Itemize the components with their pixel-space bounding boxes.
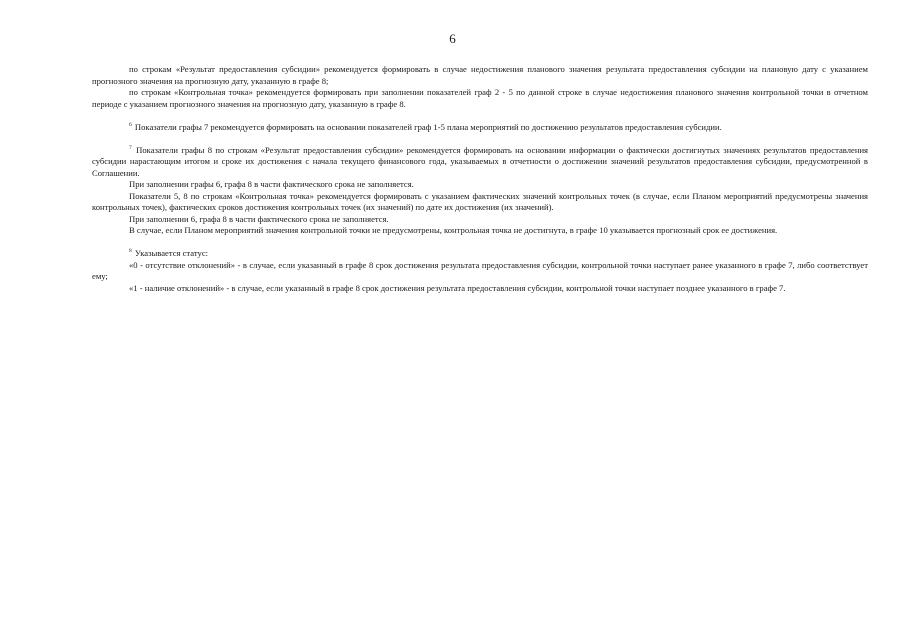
footnote-8-text: Указывается статус:	[134, 248, 209, 258]
footnote-7-text: Показатели графы 8 по строкам «Результат предоставления субсидии» рекомендуется формировать на основании информации о фактически достигнутых значениях результатов предоставления субсидии нарастающим итогом и сроке их достижения с начала текущего финансового года, указываемых в отчетности о достижении значений результатов предоставления субсидии, предусмотренной в Соглашении.	[92, 144, 868, 178]
paragraph-control-point: по строкам «Контрольная точка» рекомендуется формировать при заполнении показателей граф 2 - 5 по данной строке в случае недостижения планового значения контрольной точки в отчетном периоде с указанием прогнозного значения на прогнозную дату, указанную в графе 8.	[92, 87, 868, 109]
footnote-7	[92, 145, 868, 180]
page-number: 6	[449, 31, 456, 46]
status-one-description: «1 - наличие отклонений» - в случае, если указанный в графе 8 срок достижения результата предоставления субсидии, контрольной точки наступает позднее указанного в графе 7.	[129, 282, 786, 293]
status-zero-description: «0 - отсутствие отклонений» - в случае, если указанный в графе 8 срок достижения результата предоставления субсидии, контрольной точки наступает ранее указанного в графе 7, либо соответствует ему;	[92, 259, 868, 281]
footnote-marker: 6	[129, 121, 132, 128]
paragraph-forecast-date: В случае, если Планом мероприятий значения контрольной точки не предусмотрены, контрольная точка не достигнута, в графе 10 указывается прогнозный срок ее достижения.	[129, 225, 778, 235]
paragraph-control-point-indicators: Показатели 5, 8 по строкам «Контрольная точка» рекомендуется формировать с указанием фактических значений контрольных точек (в случае, если Планом мероприятий предусмотрены значения контрольных точек), фактических сроков достижения контрольных точек (их значений) по дате их достижения (их значений).	[92, 190, 868, 212]
paragraph-graph6-note: При заполнении графы 6, графа 8 в части фактического срока не заполняется.	[129, 179, 414, 189]
paragraph-result-subsidy: по строкам «Результат предоставления субсидии» рекомендуется формировать в случае недостижения планового значения результата предоставления субсидии на плановую дату с указанием прогнозного значения на прогнозную дату, указанную в графе 8;	[92, 64, 868, 86]
document-body	[92, 64, 868, 294]
paragraph-graph6-note-2: При заполнении 6, графа 8 в части фактического срока не заполняется.	[129, 213, 389, 224]
footnote-6	[92, 122, 868, 134]
footnote-6-text: Показатели графы 7 рекомендуется формировать на основании показателей граф 1-5 плана мероприятий по достижению результатов предоставления субсидии.	[134, 121, 722, 132]
footnote-marker: 8	[129, 248, 132, 254]
footnote-8	[92, 248, 868, 260]
footnote-marker: 7	[129, 144, 132, 151]
